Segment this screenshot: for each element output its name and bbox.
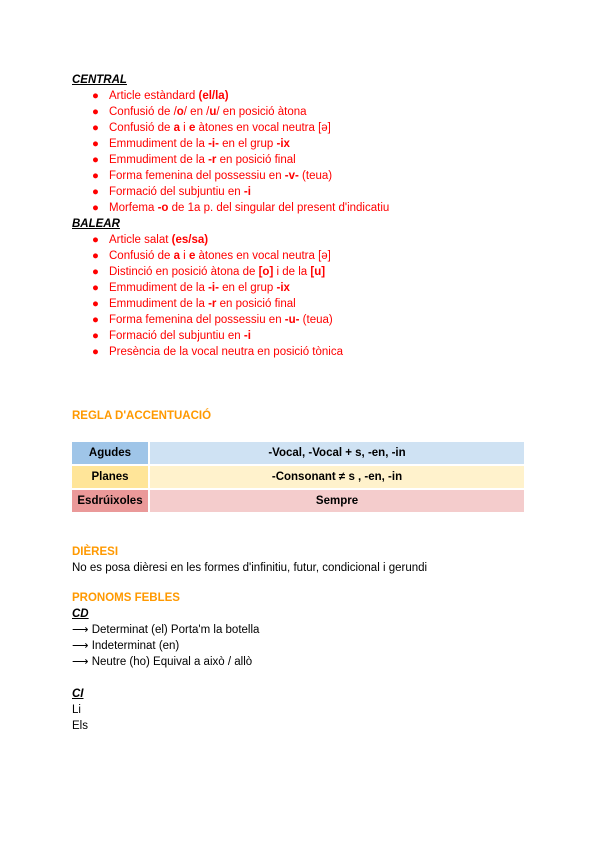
table-row [72, 442, 524, 464]
list-item [72, 622, 532, 638]
bullet-icon: ● [92, 298, 99, 310]
item-text-mid: en el grup [218, 138, 277, 150]
item-text-b1: -i [243, 186, 251, 198]
bullet-icon: ● [92, 202, 99, 214]
bullet-icon: ● [92, 106, 99, 118]
list-item [72, 264, 532, 280]
item-text-pre: Confusió de / [109, 106, 177, 118]
item-text-b1: -u- [284, 314, 300, 326]
item-text-b1: [o] [258, 266, 274, 278]
item-text-pre: Presència de la vocal neutra en posició tònica [109, 346, 343, 358]
bullet-icon: ● [92, 250, 99, 262]
item-text-post: / en posició àtona [216, 106, 307, 118]
central-heading: CENTRAL [72, 74, 127, 86]
bullet-icon: ● [92, 266, 99, 278]
item-text-pre: Confusió de [109, 122, 174, 134]
central-list [72, 88, 532, 216]
document-content [72, 72, 532, 734]
cd-heading: CD [72, 608, 89, 620]
row-rule: -Consonant ≠ s , -en, -in [150, 466, 524, 488]
row-label: Esdrúixoles [72, 490, 148, 512]
bullet-icon: ● [92, 186, 99, 198]
list-item: Li [72, 704, 81, 716]
item-text-pre: Article estàndard [109, 90, 199, 102]
bullet-icon: ● [92, 330, 99, 342]
list-item [72, 638, 532, 654]
item-text-post: àtones en vocal neutra [ə] [195, 122, 331, 134]
item-text-b1: (el/la) [198, 90, 229, 102]
pronoms-heading: PRONOMS FEBLES [72, 592, 180, 604]
item-text-pre: Formació del subjuntiu en [109, 330, 244, 342]
arrow-icon: ⟶ [72, 624, 89, 636]
item-text-mid: i [179, 250, 189, 262]
dieresi-text: No es posa dièresi en les formes d'infinitiu, futur, condicional i gerundi [72, 562, 428, 574]
list-item [72, 200, 532, 216]
item-text-pre: Emmudiment de la [109, 282, 209, 294]
cd-item-text: Indeterminat (en) [88, 640, 180, 652]
item-text-mid: en el grup [218, 282, 277, 294]
item-text-pre: Forma femenina del possessiu en [109, 314, 285, 326]
bullet-icon: ● [92, 122, 99, 134]
arrow-icon: ⟶ [72, 640, 89, 652]
item-text-b1: (es/sa) [171, 234, 209, 246]
item-text-pre: Emmudiment de la [109, 138, 209, 150]
bullet-icon: ● [92, 90, 99, 102]
item-text-pre: Morfema [109, 202, 158, 214]
list-item [72, 104, 532, 120]
row-label: Planes [72, 466, 148, 488]
item-text-b1: -r [208, 154, 217, 166]
item-text-mid: / en / [183, 106, 210, 118]
list-item [72, 654, 532, 670]
bullet-icon: ● [92, 138, 99, 150]
item-text-pre: Distinció en posició àtona de [109, 266, 259, 278]
item-text-b2: u [209, 106, 217, 118]
item-text-pre: Emmudiment de la [109, 154, 209, 166]
accent-heading: REGLA D'ACCENTUACIÓ [72, 410, 212, 422]
item-text-b1: -v- [284, 170, 299, 182]
list-item [72, 296, 532, 312]
list-item [72, 248, 532, 264]
cd-item-text: Determinat (el) Porta'm la botella [88, 624, 260, 636]
balear-heading: BALEAR [72, 218, 120, 230]
item-text-pre: Article salat [109, 234, 172, 246]
item-text-post: àtones en vocal neutra [ə] [195, 250, 331, 262]
dieresi-heading: DIÈRESI [72, 546, 119, 558]
list-item [72, 88, 532, 104]
item-text-mid: de 1a p. del singular del present d'indicatiu [168, 202, 390, 214]
item-text-mid: i de la [273, 266, 311, 278]
item-text-mid: (teua) [299, 314, 333, 326]
row-rule: -Vocal, -Vocal + s, -en, -in [150, 442, 524, 464]
row-rule: Sempre [150, 490, 524, 512]
item-text-pre: Forma femenina del possessiu en [109, 170, 285, 182]
item-text-b2: [u] [310, 266, 326, 278]
item-text-b1: a [173, 250, 180, 262]
item-text-mid: en posició final [216, 298, 296, 310]
list-item [72, 184, 532, 200]
item-text-mid: i [179, 122, 189, 134]
item-text-b2: e [188, 122, 196, 134]
list-item [72, 232, 532, 248]
ci-heading: CI [72, 688, 84, 700]
item-text-mid: en posició final [216, 154, 296, 166]
list-item [72, 168, 532, 184]
item-text-b2: e [188, 250, 196, 262]
bullet-icon: ● [92, 170, 99, 182]
list-item [72, 280, 532, 296]
list-item [72, 152, 532, 168]
table-row [72, 490, 524, 512]
item-text-pre: Formació del subjuntiu en [109, 186, 244, 198]
item-text-b1: o [176, 106, 184, 118]
list-item [72, 344, 532, 360]
item-text-b1: -i- [208, 138, 219, 150]
row-label: Agudes [72, 442, 148, 464]
item-text-b1: a [173, 122, 180, 134]
item-text-b1: -i [243, 330, 251, 342]
item-text-pre: Emmudiment de la [109, 298, 209, 310]
item-text-mid: (teua) [298, 170, 333, 182]
item-text-b2: -ix [276, 282, 290, 294]
bullet-icon: ● [92, 314, 99, 326]
list-item [72, 312, 532, 328]
bullet-icon: ● [92, 154, 99, 166]
bullet-icon: ● [92, 234, 99, 246]
item-text-b1: -i- [208, 282, 219, 294]
arrow-icon: ⟶ [72, 656, 89, 668]
item-text-b1: -o [157, 202, 169, 214]
list-item [72, 120, 532, 136]
item-text-b2: -ix [276, 138, 290, 150]
table-row [72, 466, 524, 488]
bullet-icon: ● [92, 346, 99, 358]
item-text-b1: -r [208, 298, 217, 310]
list-item [72, 328, 532, 344]
balear-list [72, 232, 532, 360]
item-text-pre: Confusió de [109, 250, 174, 262]
list-item: Els [72, 720, 88, 732]
list-item [72, 136, 532, 152]
bullet-icon: ● [92, 282, 99, 294]
cd-item-text: Neutre (ho) Equival a això / allò [88, 656, 253, 668]
accent-table [70, 440, 526, 514]
